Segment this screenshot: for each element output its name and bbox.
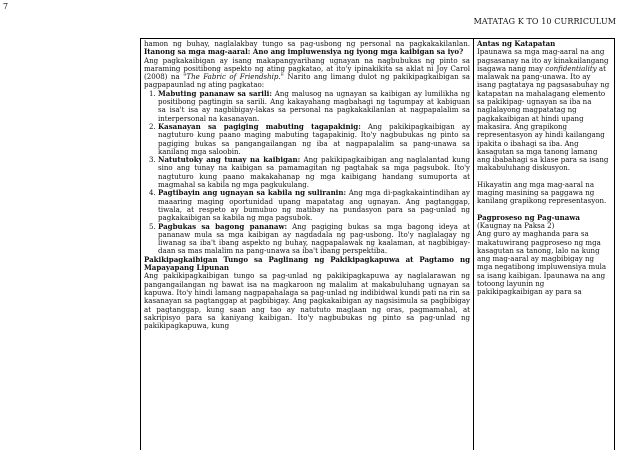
item-term: Pagbukas sa bagong pananaw:: [158, 221, 288, 231]
main-column: [141, 39, 474, 450]
notes-paragraph-2: Hikayatin ang mga mag-aaral na maging masining sa paggawa ng kanilang grapikong representasyon.: [477, 179, 607, 206]
notes-heading-processing: Pagproseso ng Pag-unawa: [477, 212, 580, 222]
benefits-list: [144, 90, 470, 256]
list-item: [158, 223, 470, 256]
teacher-notes-column: [474, 39, 614, 450]
section-paragraph: Ang pakikipagkaibigan tungo sa pag-unlad ng pakikipagkapuwa ay naglalarawan ng pangangailangan ng bawat isa na magkaroon ng malalim at makabuluhang ugnayan sa kapuwa. Ito'y hindi lamang nagpapahalaga sa pag-unlad ng indibidwal kundi pati na rin sa kasanayan sa pagtanggap at pagbibigay. Ang pagkakaibigan ay nagsisimula sa pagbibigay at pagtanggap, kung saan ang tao ay natututo maglaan ng oras, pagmamahal, at sakripisyo para sa kaniyang kaibigan. Ito'y nagbubukas ng pinto sa pag-unlad ng pakikipagkapuwa, kung: [144, 271, 470, 331]
curriculum-header: MATATAG K TO 10 CURRICULUM: [473, 17, 616, 26]
item-term: Kasanayan sa pagiging mabuting tagapakinig:: [158, 121, 361, 131]
intro-paragraph: [144, 40, 470, 57]
page-number: 7: [3, 2, 9, 11]
para1-text-b: ." Narito ang limang dulot ng pakikipagkaibigan sa pagpapaunlad ng ating pagkatao:: [144, 72, 470, 90]
confidentiality-term: confidentiality: [545, 63, 597, 73]
item-text: Ang pakikipagkaibigan ay nagtuturo kung paano maging mabuting tagapakinig. Ito'y nagbubukas ng pinto sa pagiging bukas sa pangangailangan ng iba at nagpapalalim sa pang-unawa sa kanilang mga saloobin.: [158, 121, 470, 156]
list-item: [158, 90, 470, 123]
item-text: Ang mga di-pagkakaintindihan ay maaaring maging oportunidad upang mapatatag ang ugnayan. Ang pagtanggap, tiwala, at respeto ay bumubuo ng matibay na pundasyon para sa pag-unlad ng pagkakaibigan sa kabila ng mga pagsubok.: [158, 188, 470, 223]
item-text: Ang pakikipagkaibigan ang naglalantad kung sino ang tunay na kaibigan sa pamamagitan ng pagtahak sa mga pagsubok. Ito'y nagtuturo kung paano makakahanap ng mga kaibigang handang sumuporta at magmahal sa kabila ng mga pagkukulang.: [158, 155, 470, 190]
item-term: Pagtibayin ang ugnayan sa kabila ng suliranin:: [158, 188, 347, 198]
list-item: [158, 189, 470, 222]
para1-text-a: Ang pagkakaibigan ay isang makapangyarihang ugnayan na nagbubukas ng pinto sa maraming positibong aspekto ng ating pagkatao, at ito'y ipinakikita sa aklat ni Joy Carol (2008) na ": [144, 55, 470, 82]
item-text: Ang pagiging bukas sa mga bagong ideya at pananaw mula sa mga kaibigan ay nagdadala ng pag-usbong. Ito'y naglalagay ng liwanag sa iba't ibang aspekto ng buhay, nagpapalawak ng kaalaman, at nagbibigay-daan sa mas malalim na pang-unawa sa iba't ibang perspektiba.: [158, 221, 470, 256]
item-text: Ang malusog na ugnayan sa kaibigan ay lumilikha ng positibong pagtingin sa sarili. Ang kakayahang magbahagi ng tagumpay at kabiguan sa isa't isa ay nagbibigay-lakas sa personal na pagkakakilanlan at nagpapalalim sa interpersonal na kasanayan.: [158, 88, 470, 123]
friendship-paragraph: [144, 57, 470, 90]
notes-paragraph-1: Ipaunawa sa mga mag-aaral na ang pagsasanay na ito ay kinakailangang isagawa nang may confidentiality at malawak na pang-unawa. Ito ay isang pagtataya ng pagsasabuhay ng katapatan na mahalagang elemento sa pakikipag- ugnayan sa iba na naglalayong magpatatag ng pagkakaibigan at hindi upang makasira. Ang grapikong representasyon ay hindi kailangang ipakita o ibahagi sa iba. Ang kasagutan sa mga tanong lamang ang ibabahagi sa klase para sa isang makabuluhang diskusyon.: [477, 47, 610, 173]
intro-text: hamon ng buhay, naglalakbay tungo sa pag-usbong ng personal na pagkakakilanlan.: [144, 39, 470, 48]
section-title: Pakikipagkaibigan Tungo sa Paglinang ng Pakikipagkapuwa at Pagtamo ng Mapayapang Lipunan: [144, 254, 470, 273]
content-table: [140, 38, 615, 450]
notes-subheading: (Kaugnay na Paksa 2): [477, 220, 555, 230]
guide-question: Itanong sa mga mag-aaral: Ano ang impluwensiya ng iyong mga kaibigan sa iyo?: [144, 47, 464, 57]
notes-heading-honesty: Antas ng Katapatan: [477, 39, 556, 48]
list-item: [158, 156, 470, 189]
book-title: The Fabric of Friendship: [186, 72, 279, 82]
list-item: [158, 123, 470, 156]
item-term: Natututoky ang tunay na kaibigan:: [158, 155, 301, 165]
notes-paragraph-3: Ang guro ay maghanda para sa makatuwirang pagproseso ng mga kasagutan sa tanong, lalo na kung ang mag-aaral ay magbibigay ng mga negatibong impluwensiya mula sa isang kaibigan. Ipaunawa na ang totoong layunin ng pakikipagkaibigan ay para sa: [477, 229, 607, 297]
item-term: Mabuting pananaw sa sarili:: [158, 88, 272, 98]
